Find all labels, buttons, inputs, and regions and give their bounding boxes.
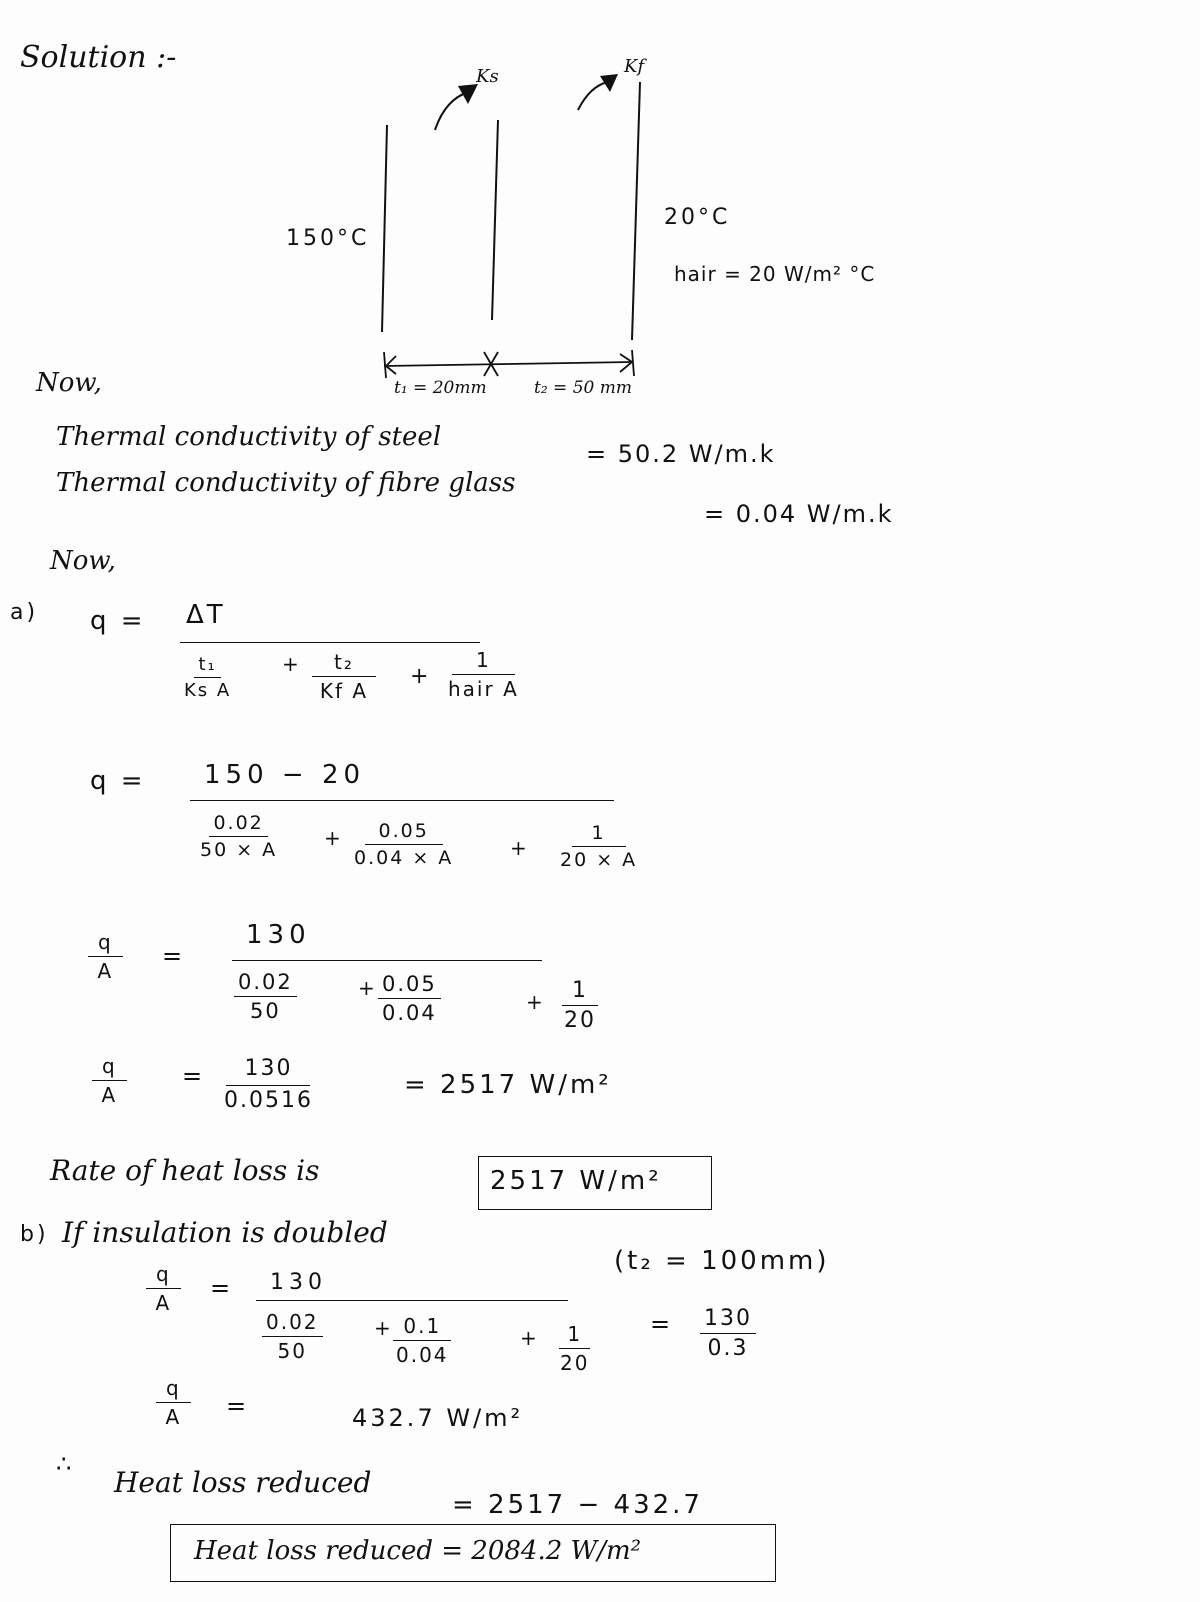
dim-tick-right (632, 350, 634, 376)
a-eq3-main-bar (232, 960, 542, 961)
ks-arrow-curve (435, 92, 468, 130)
left-temp: 150°C (286, 226, 370, 251)
a-eq3-a-den: 50 (250, 999, 281, 1023)
a-eq2-main-bar (190, 800, 614, 801)
now-1: Now, (36, 368, 102, 398)
b-eq1-lhs-den: A (155, 1291, 172, 1315)
b-eq1-lhs (146, 1262, 181, 1315)
a-eq4-den: 0.0516 (224, 1088, 313, 1113)
a-eq3-lhs-num: q (88, 930, 123, 957)
k-fibre-value: = 0.04 W/m.k (704, 500, 894, 528)
part-a-label: a) (10, 600, 39, 625)
right-temp: 20°C (664, 205, 731, 230)
a-eq2-b-den: 0.04 × A (354, 847, 454, 869)
a-eq1-plus2: + (410, 664, 432, 689)
a-eq3-plus1: + (358, 976, 378, 1000)
a-eq2-c-den: 20 × A (560, 849, 638, 871)
wall-line-left (382, 125, 387, 332)
a-eq3-plus2: + (526, 990, 546, 1014)
b-eq1-main-bar (256, 1300, 568, 1301)
a-eq1-h-den: hair A (448, 677, 519, 701)
a-eq1-term3 (444, 648, 523, 701)
a-eq2-plus2: + (510, 836, 530, 860)
a-eq3-b-num: 0.05 (378, 972, 441, 999)
a-conclusion: Rate of heat loss is (50, 1154, 320, 1187)
a-eq3-term1 (234, 970, 297, 1023)
b-note: (t₂ = 100mm) (614, 1246, 830, 1276)
b-eq1-plus1: + (374, 1316, 394, 1340)
b-eq1-numerator: 130 (270, 1270, 327, 1295)
a-eq3-term2 (378, 972, 441, 1025)
a-eq4-lhs-den: A (101, 1083, 118, 1107)
a-eq1-t1-num: t₁ (194, 654, 220, 678)
b-eq1-b-den: 0.04 (396, 1343, 449, 1367)
b-eq1-c-num: 1 (559, 1322, 590, 1349)
therefore-symbol: ∴ (56, 1450, 75, 1478)
b-eq1-result (700, 1306, 756, 1361)
a-eq4-fraction (220, 1056, 317, 1113)
a-eq2-plus1: + (324, 826, 344, 850)
k-steel-label: Thermal conductivity of steel (56, 422, 442, 452)
a-eq2-a-den: 50 × A (200, 839, 278, 861)
b-eq1-r-den: 0.3 (707, 1336, 749, 1361)
a-eq3-b-den: 0.04 (382, 1001, 437, 1025)
reduced-label: Heat loss reduced (114, 1466, 372, 1499)
a-eq1-lhs: q = (90, 606, 146, 636)
b-eq1-eq2: = (650, 1310, 674, 1338)
b-eq1-term1 (262, 1310, 323, 1363)
ks-label: Ks (476, 66, 499, 87)
wall-line-right (632, 82, 640, 340)
a-eq2-term2 (350, 820, 457, 869)
b-eq1-a-den: 50 (277, 1339, 307, 1363)
a-answer: 2517 W/m² (490, 1166, 662, 1196)
a-eq3-term3 (560, 978, 600, 1033)
dimension-line (384, 362, 632, 366)
a-eq3-a-num: 0.02 (234, 970, 297, 997)
wall-line-middle (492, 120, 498, 320)
b-eq2-eq: = (226, 1392, 250, 1420)
kf-arrow-curve (578, 82, 608, 110)
b-eq1-plus2: + (520, 1326, 540, 1350)
a-eq1-t2-den: Kf A (319, 679, 369, 703)
final-answer: Heat loss reduced = 2084.2 W/m² (194, 1536, 642, 1566)
k-steel-value: = 50.2 W/m.k (586, 440, 776, 468)
a-eq3-numerator: 130 (246, 920, 311, 950)
b-eq1-term3 (556, 1322, 593, 1375)
a-eq2-numerator: 150 − 20 (204, 760, 366, 790)
h-air-label: hair = 20 W/m² °C (674, 262, 876, 286)
a-eq1-main-bar (180, 642, 480, 643)
a-eq1-t2-num: t₂ (312, 650, 376, 677)
a-eq4-lhs-num: q (92, 1054, 127, 1081)
a-eq1-h-num: 1 (452, 648, 515, 675)
a-eq3-c-num: 1 (562, 978, 598, 1006)
a-eq1-plus1: + (282, 652, 302, 676)
kf-label: Kf (624, 56, 645, 77)
b-text: If insulation is doubled (62, 1216, 388, 1249)
b-eq1-c-den: 20 (560, 1351, 590, 1375)
b-eq1-term2 (392, 1314, 453, 1367)
wall-diagram (0, 0, 1200, 420)
a-eq3-c-den: 20 (564, 1008, 596, 1033)
a-eq2-lhs: q = (90, 766, 146, 796)
a-eq4-result: = 2517 W/m² (404, 1070, 612, 1100)
t1-label: t₁ = 20mm (394, 378, 487, 398)
t2-label: t₂ = 50 mm (534, 378, 632, 398)
a-eq1-numerator: ΔT (186, 600, 226, 630)
a-eq2-b-num: 0.05 (365, 820, 443, 845)
b-eq1-r-num: 130 (700, 1306, 756, 1334)
a-eq4-lhs (92, 1054, 127, 1107)
b-eq2-lhs-den: A (165, 1405, 182, 1429)
dim-tick-left (384, 352, 386, 378)
part-b-label: b) (20, 1222, 49, 1247)
heading: Solution :- (20, 40, 177, 75)
a-eq4-num: 130 (226, 1056, 310, 1086)
a-eq1-term2 (312, 650, 376, 703)
b-eq1-a-num: 0.02 (262, 1310, 323, 1337)
a-eq2-a-num: 0.02 (209, 812, 267, 837)
a-eq3-lhs (88, 930, 123, 983)
a-eq3-eq: = (162, 942, 186, 970)
b-eq1-b-num: 0.1 (393, 1314, 451, 1341)
b-eq2-lhs-num: q (156, 1376, 191, 1403)
a-eq1-term1 (180, 654, 235, 701)
k-fibre-label: Thermal conductivity of fibre glass (56, 468, 516, 498)
b-eq2-lhs (156, 1376, 191, 1429)
a-eq2-c-num: 1 (572, 822, 626, 847)
a-eq3-lhs-den: A (97, 959, 114, 983)
a-eq1-t1-den: Ks A (184, 680, 232, 701)
a-eq2-term1 (196, 812, 281, 861)
b-eq1-eq: = (210, 1274, 234, 1302)
a-eq2-term3 (556, 822, 641, 871)
a-eq4-eq: = (182, 1062, 206, 1090)
b-eq2-result: 432.7 W/m² (352, 1404, 524, 1432)
now-2: Now, (50, 546, 116, 576)
reduced-calc: = 2517 − 432.7 (452, 1490, 703, 1520)
b-eq1-lhs-num: q (146, 1262, 181, 1289)
